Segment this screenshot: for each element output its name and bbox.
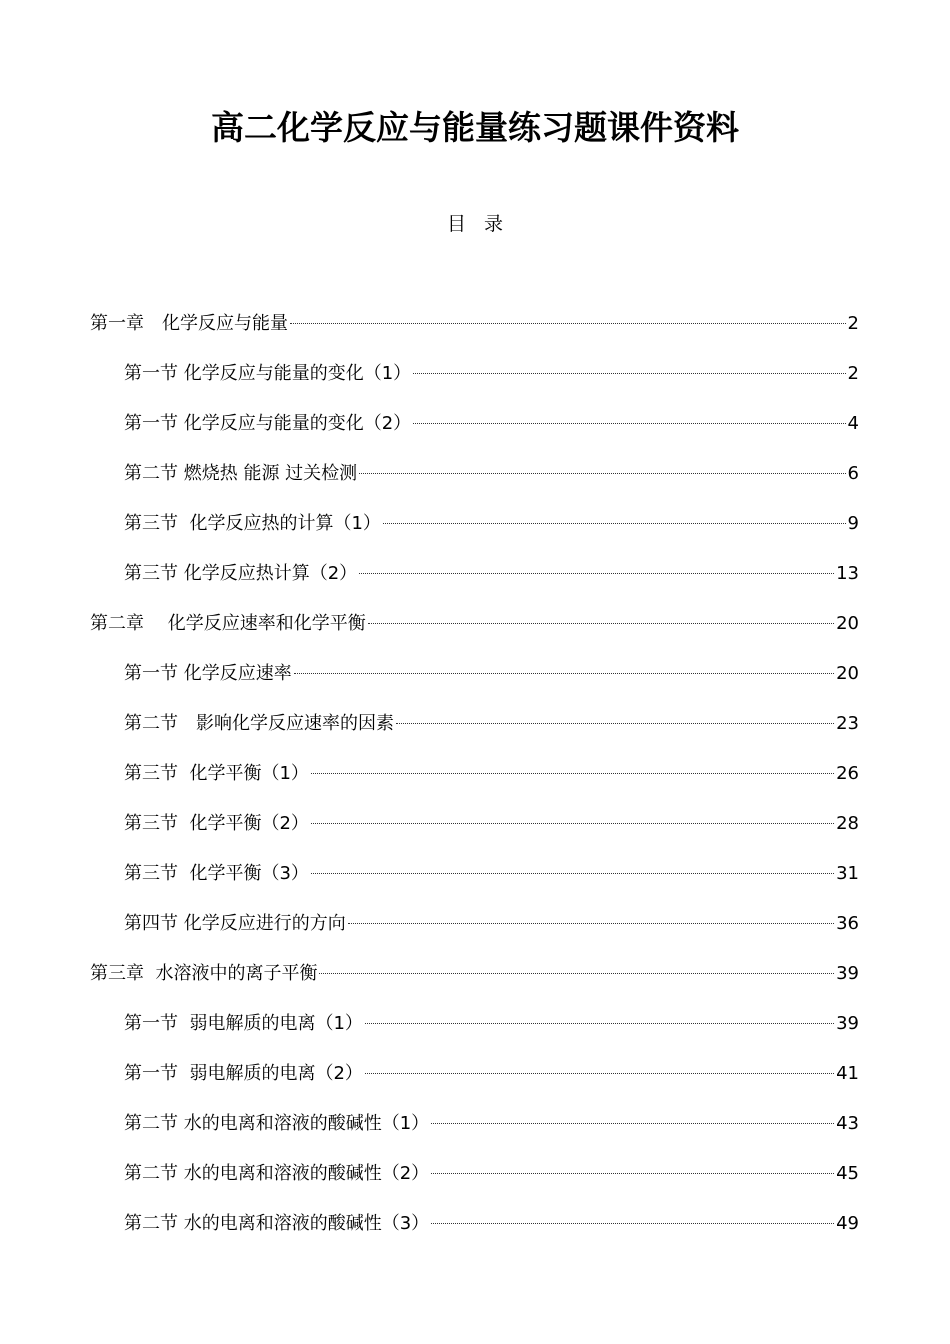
toc-dot-leader [431,1172,834,1174]
toc-entry-section[interactable] [124,1009,859,1039]
toc-entry-label: 第三节 化学平衡（1） [124,763,309,784]
toc-entry-label: 第一节 化学反应与能量的变化（2） [124,413,412,434]
toc-entry-section[interactable] [124,709,859,739]
toc-entry-label: 第二节 水的电离和溶液的酸碱性（2） [124,1163,430,1184]
toc-entry-page-number: 49 [836,1213,859,1234]
toc-dot-leader [348,922,834,924]
toc-entry-label: 第二节 水的电离和溶液的酸碱性（1） [124,1113,430,1134]
toc-dot-leader [365,1022,834,1024]
toc-entry-section[interactable] [124,909,859,939]
toc-entry-section[interactable] [124,1159,859,1189]
toc-entry-label: 第二章 化学反应速率和化学平衡 [90,613,366,634]
toc-entry-page-number: 43 [836,1113,859,1134]
toc-entry-label: 第三章 水溶液中的离子平衡 [90,963,318,984]
toc-entry-page-number: 39 [836,1013,859,1034]
toc-entry-label: 第二节 燃烧热 能源 过关检测 [124,463,358,484]
toc-entry-page-number: 20 [836,663,859,684]
toc-entry-page-number: 4 [847,413,859,434]
toc-entry-page-number: 31 [836,863,859,884]
toc-dot-leader [383,522,846,524]
toc-entry-label: 第一节 化学反应与能量的变化（1） [124,363,412,384]
toc-entry-page-number: 39 [836,963,859,984]
toc-entry-page-number: 23 [836,713,859,734]
toc-heading: 目录 [446,213,521,235]
toc-entry-chapter[interactable] [90,609,859,639]
toc-entry-page-number: 26 [836,763,859,784]
toc-entry-label: 第三节 化学反应热计算（2） [124,563,358,584]
toc-dot-leader [431,1122,834,1124]
toc-entry-section[interactable] [124,409,859,439]
toc-dot-leader [365,1072,834,1074]
toc-dot-leader [359,572,834,574]
toc-entry-chapter[interactable] [90,959,859,989]
toc-dot-leader [413,422,845,424]
toc-entry-label: 第一节 化学反应速率 [124,663,292,684]
toc-entry-label: 第一节 弱电解质的电离（2） [124,1063,363,1084]
toc-entry-section[interactable] [124,809,859,839]
toc-entry-section[interactable] [124,1209,859,1239]
toc-entry-section[interactable] [124,859,859,889]
toc-dot-leader [311,772,834,774]
toc-dot-leader [319,972,834,974]
toc-entry-chapter[interactable] [90,309,859,339]
toc-entry-page-number: 9 [847,513,859,534]
toc-dot-leader [368,622,834,624]
toc-entry-page-number: 6 [847,463,859,484]
toc-entry-page-number: 2 [847,313,859,334]
toc-entry-page-number: 36 [836,913,859,934]
toc-dot-leader [431,1222,834,1224]
toc-entry-page-number: 2 [847,363,859,384]
toc-entry-section[interactable] [124,1059,859,1089]
toc-entry-section[interactable] [124,1109,859,1139]
toc-entry-page-number: 28 [836,813,859,834]
toc-dot-leader [294,672,834,674]
toc-entry-section[interactable] [124,659,859,689]
toc-dot-leader [290,322,846,324]
toc-entry-section[interactable] [124,559,859,589]
toc-entry-label: 第一节 弱电解质的电离（1） [124,1013,363,1034]
toc-entry-label: 第三节 化学平衡（2） [124,813,309,834]
toc-entry-label: 第一章 化学反应与能量 [90,313,288,334]
toc-entry-label: 第三节 化学平衡（3） [124,863,309,884]
toc-dot-leader [311,872,834,874]
toc-dot-leader [311,822,834,824]
toc-entry-section[interactable] [124,459,859,489]
toc-entry-page-number: 41 [836,1063,859,1084]
toc-dot-leader [396,722,834,724]
document-title: 高二化学反应与能量练习题课件资料 [211,108,739,147]
toc-entry-label: 第四节 化学反应进行的方向 [124,913,346,934]
toc-entry-label: 第二节 水的电离和溶液的酸碱性（3） [124,1213,430,1234]
toc-entry-section[interactable] [124,359,859,389]
toc-entry-page-number: 13 [836,563,859,584]
toc-entry-page-number: 20 [836,613,859,634]
toc-entry-page-number: 45 [836,1163,859,1184]
toc-entry-label: 第三节 化学反应热的计算（1） [124,513,381,534]
toc-dot-leader [413,372,845,374]
toc-entry-section[interactable] [124,759,859,789]
toc-entry-label: 第二节 影响化学反应速率的因素 [124,713,394,734]
toc-dot-leader [359,472,845,474]
toc-entry-section[interactable] [124,509,859,539]
